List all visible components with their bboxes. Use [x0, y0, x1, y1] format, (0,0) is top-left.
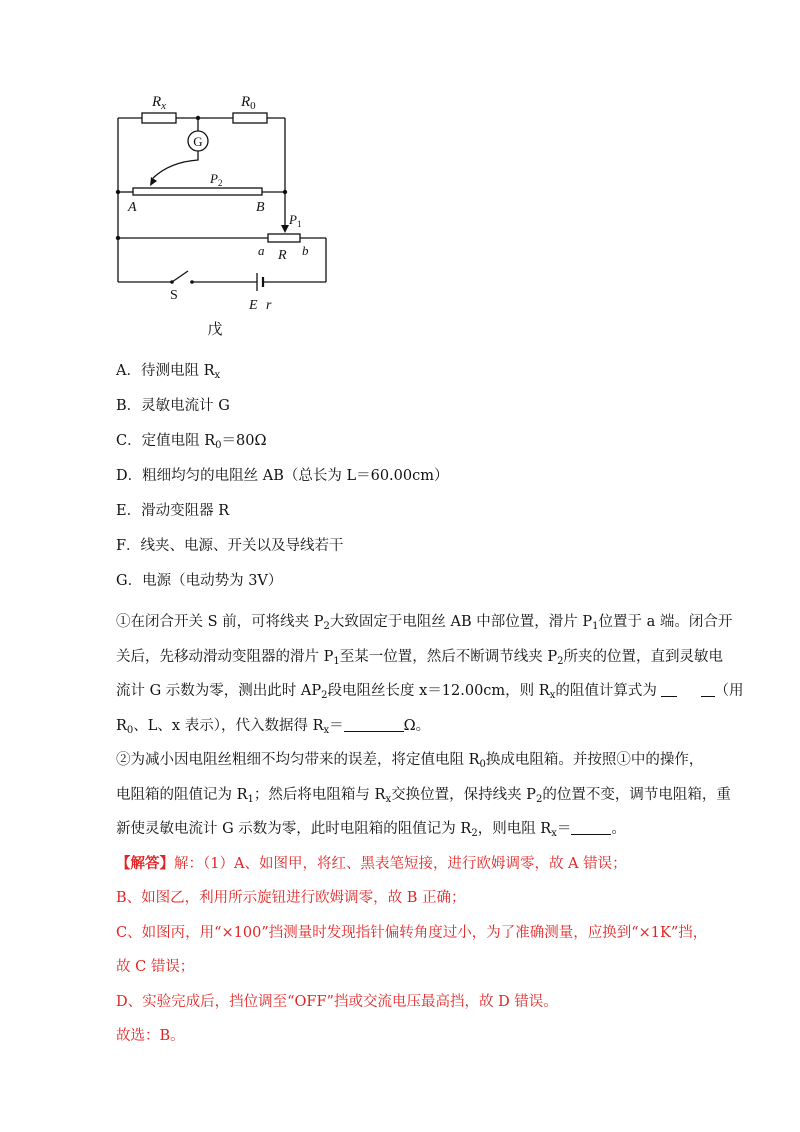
formula-blank-right[interactable] — [701, 682, 715, 697]
label-emf: E — [249, 298, 258, 313]
label-a-lower: a — [258, 243, 265, 258]
answer-section: 【解答】解：（1）A、如图甲，将红、黑表笔短接，进行欧姆调零，故 A 错误； B、如图乙，利用所示旋钮进行欧姆调零，故 B 正确； C、如图丙，用“×100”挡测量时发现指针偏转角度过小，为了准确测量，应换到“×1K”挡， 故 C 错误； D、实验完成后，挡位调至“OFF”挡或交流电压最高挡，故 D 错误。 故选：B。 — [116, 854, 708, 1044]
option-item: F．线夹、电源、开关以及导线若干 — [116, 538, 344, 554]
label-rx: $R_x$ — [152, 94, 167, 112]
option-item: C．定值电阻 $R_0=80\Omega$ — [116, 433, 267, 451]
resistor-rx — [142, 113, 176, 123]
switch-blade — [172, 271, 188, 282]
resistor-r0 — [233, 113, 267, 123]
step-one-paragraph: ①在闭合开关 S 前，可将线夹 $P_2$大致固定于电阻丝 AB 中部位置，滑片 $P_1$位置于 a 端。闭合开 关后，先移动滑动变阻器的滑片 $P_1$至某一位置，然后不断调节线夹 $P_2$所夹的位置，直到灵敏电 流计 G 示数为零，测出此时 $AP_2$段电阻丝长度 x＝12.00cm，则 $R_x$的阻值计算式为 （用 $R_0$、L、x 表示），代入数据得 $R_x= \Omega$。 — [116, 614, 744, 736]
figure-caption: 戊 — [207, 322, 223, 338]
option-item: E．滑动变阻器 R — [116, 503, 230, 519]
rheostat-r — [268, 234, 300, 242]
label-b-lower: b — [302, 243, 309, 258]
label-internal-r: r — [266, 298, 272, 313]
step-two-paragraph: ②为减小因电阻丝粗细不均匀带来的误差，将定值电阻 $R_0$换成电阻箱。并按照①中的操作， 电阻箱的阻值记为 $R_1$；然后将电阻箱与 $R_x$交换位置，保持线夹 $P_2$的位置不变，调节电阻箱，重 新使灵敏电流计 G 示数为零，此时电阻箱的阻值记为 $R_2$，则电阻 $R_x=$ 。 — [116, 752, 731, 839]
label-a-upper: A — [128, 200, 137, 215]
label-r0: $R_0$ — [241, 94, 256, 112]
rx-value-blank[interactable] — [344, 717, 404, 732]
label-galvanometer: G — [193, 134, 203, 149]
option-item: A．待测电阻 $R_x$ — [116, 363, 221, 381]
rx-expression-blank[interactable] — [571, 820, 611, 835]
question-body — [116, 360, 744, 1054]
label-b-upper: B — [256, 200, 265, 215]
label-switch: S — [170, 288, 178, 303]
option-item: D．粗细均匀的电阻丝 AB（总长为 L＝60.00cm） — [116, 468, 449, 484]
circuit-diagram — [100, 82, 340, 340]
formula-blank-left[interactable] — [661, 682, 677, 697]
option-item: G．电源（电动势为 3V） — [116, 573, 283, 589]
option-list — [116, 360, 692, 592]
p1-arrowhead — [281, 225, 289, 233]
option-item: B．灵敏电流计 G — [116, 398, 230, 414]
answer-tag: 【解答】 — [116, 854, 174, 872]
label-r: R — [278, 248, 287, 263]
label-p1: $P_1$ — [289, 212, 302, 229]
label-p2: $P_2$ — [210, 171, 223, 188]
resistance-wire-ab — [133, 188, 262, 195]
